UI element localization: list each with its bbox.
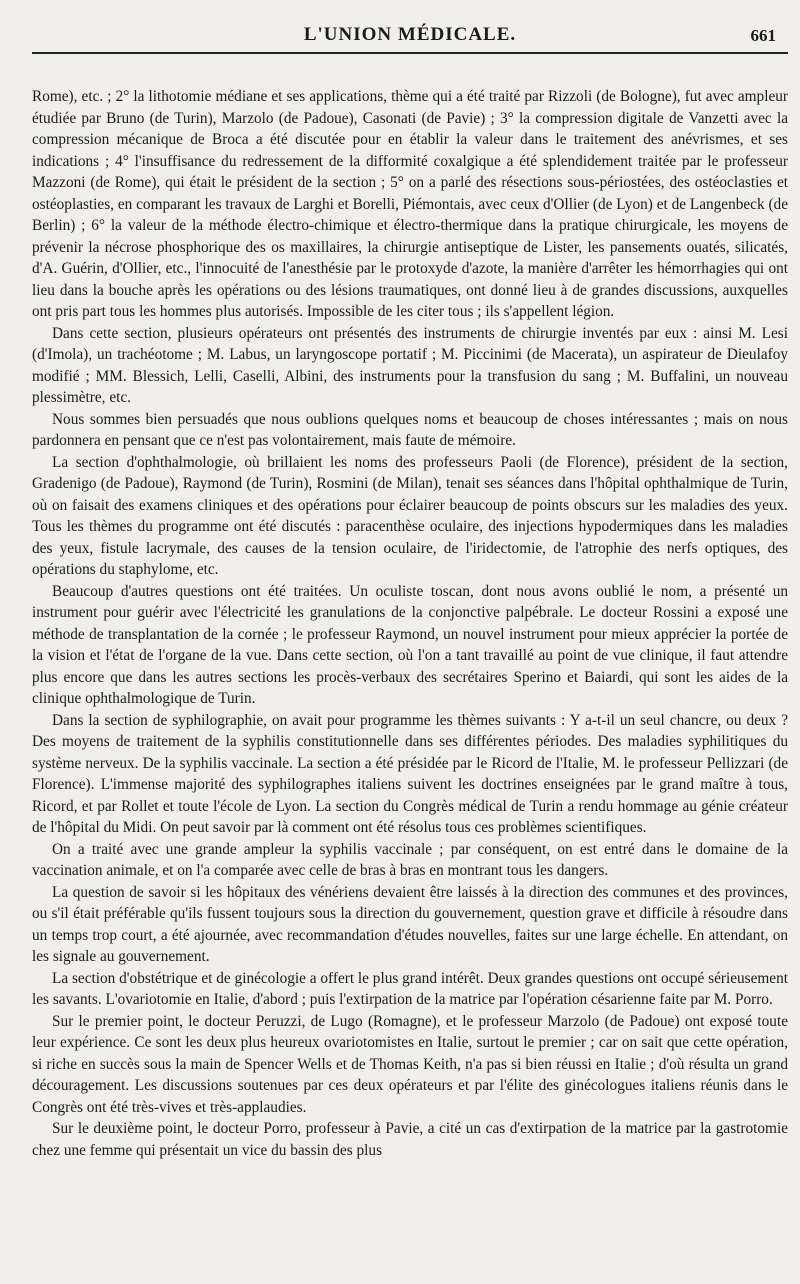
paragraph-7: On a traité avec une grande ampleur la syphilis vaccinale ; par conséquent, on est entré dans le domaine de la vaccination animale, et on l'a comparée avec celle de bras à bras en montrant tous les dangers. [32, 840, 788, 879]
body-text [32, 86, 788, 1161]
running-title: L'UNION MÉDICALE. [303, 24, 517, 45]
paragraph-4: La section d'ophthalmologie, où brillaient les noms des professeurs Paoli (de Florence), président de la section, Gradenigo (de Padoue), Raymond (de Turin), Rosmini (de Milan), tenait ses séances dans l'hôpital ophthalmique de Turin, où on faisait des examens cliniques et des opérations pour éclairer beaucoup de points obscurs sur les maladies des yeux. Tous les thèmes du programme ont été discutés : paracenthèse oculaire, des injections hypodermiques dans les maladies des yeux, fistule lacrymale, des causes de la tension oculaire, de l'iridectomie, de l'atrophie des nerfs optiques, des opérations du staphylome, etc. [32, 453, 788, 578]
paragraph-3: Nous sommes bien persuadés que nous oublions quelques noms et beaucoup de choses intéressantes ; mais on nous pardonnera en pensant que ce n'est pas volontairement, mais faute de mémoire. [32, 410, 788, 449]
paragraph-2: Dans cette section, plusieurs opérateurs ont présentés des instruments de chirurgie inventés par eux : ainsi M. Lesi (d'Imola), un trachéotome ; M. Labus, un laryngoscope portatif ; M. Piccinimi (de Macerata), un aspirateur de Dieulafoy modifié ; MM. Blessich, Lelli, Caselli, Albini, des instruments pour la transfusion du sang ; M. Buffalini, un nouveau plessimètre, etc. [32, 324, 788, 406]
paragraph-8: La question de savoir si les hôpitaux des vénériens devaient être laissés à la direction des communes et des provinces, ou s'il était préférable qu'ils fussent toujours sous la direction du gouvernement, question grave et difficile à résoudre dans un temps trop court, a été ajournée, avec recommandation d'études nouvelles, faites sur une large échelle. En attendant, on les signale au gouvernement. [32, 883, 788, 965]
paragraph-11: Sur le deuxième point, le docteur Porro, professeur à Pavie, a cité un cas d'extirpation de la matrice par la gastrotomie chez une femme qui présentait un vice du bassin des plus [32, 1120, 788, 1159]
page-number: 661 [750, 26, 776, 45]
paragraph-6: Dans la section de syphilographie, on avait pour programme les thèmes suivants : Y a-t-il un seul chancre, ou deux ? Des moyens de traitement de la syphilis constitutionnelle dans ses différentes périodes. Des maladies syphilitiques du système nerveux. De la syphilis vaccinale. La section a été présidée par le Ricord de l'Italie, M. le professeur Pellizzari (de Florence). L'immense majorité des syphilographes italiens suivent les doctrines enseignées par le grand maître à tous, Ricord, et par Rollet et toute l'école de Lyon. La section du Congrès médical de Turin a rendu hommage au génie créateur de l'hôpital du Midi. On peut savoir par là comment ont été résolus tous ces problèmes scientifiques. [32, 711, 788, 836]
paragraph-9: La section d'obstétrique et de ginécologie a offert le plus grand intérêt. Deux grandes questions ont occupé sérieusement les savants. L'ovariotomie en Italie, d'abord ; puis l'extirpation de la matrice par l'opération césarienne faite par M. Porro. [32, 969, 788, 1008]
paragraph-5: Beaucoup d'autres questions ont été traitées. Un oculiste toscan, dont nous avons oublié le nom, a présenté un instrument pour guérir avec l'électricité les granulations de la conjonctive palpébrale. Le docteur Rossini a exposé une méthode de transplantation de la cornée ; le professeur Raymond, un nouvel instrument pour mieux apprécier la portée de la vision et l'état de l'organe de la vue. Dans cette section, où l'on a tant travaillé au point de vue clinique, il faut attendre plus encore que dans les autres sections les procès-verbaux des secrétaires Sperino et Baiardi, qui sont les aides de la clinique ophthalmologique de Turin. [32, 582, 788, 707]
paragraph-10: Sur le premier point, le docteur Peruzzi, de Lugo (Romagne), et le professeur Marzolo (de Padoue) ont exposé toute leur expérience. Ce sont les deux plus heureux ovariotomistes en Italie, surtout le premier ; car on sait que cette opération, si riche en succès sous la main de Spencer Wells et de Thomas Keith, n'a pas si bien réussi en Italie ; d'où résulta un grand découragement. Les discussions soutenues par ces deux opérateurs et par l'élite des ginécologues italiens réunis dans le Congrès ont été très-vives et très-applaudies. [32, 1012, 788, 1116]
paragraph-1: Rome), etc. ; 2° la lithotomie médiane et ses applications, thème qui a été traité par Rizzoli (de Bologne), fut avec ampleur étudiée par Bruno (de Turin), Marzolo (de Padoue), Casonati (de Pavie) ; 3° la compression digitale de Vanzetti avec la compression mécanique de Broca a été discutée pour en établir la valeur dans le traitement des anévrismes, et ses indications ; 4° l'insuffisance du redressement de la difformité coxalgique a été splendidement traitée par le professeur Mazzoni (de Rome), qui était le président de la section ; 5° on a parlé des résections sous-périostées, des ostéoclasties et ostéoplasties, en comparant les travaux de Larghi et Borelli, Piémontais, avec ceux d'Ollier (de Lyon) et de Langenbeck (de Berlin) ; 6° la valeur de la méthode électro-chimique et électro-thermique dans la pratique chirurgicale, les moyens de prévenir la nécrose phosphorique des os maxillaires, la chirurgie antiseptique de Lister, les pansements ouatés, silicatés, d'A. Guérin, d'Ollier, etc., l'innocuité de l'anesthésie par le protoxyde d'azote, la manière d'arrêter les hémorrhagies qui ont lieu dans la bouche après les opérations ou des lésions traumatiques, ont donné lieu à de grandes discussions, auxquelles ont pris part tous les hommes plus autorisés. Impossible de les citer tous ; ils s'appellent légion. [32, 88, 788, 320]
page-header [32, 18, 788, 54]
